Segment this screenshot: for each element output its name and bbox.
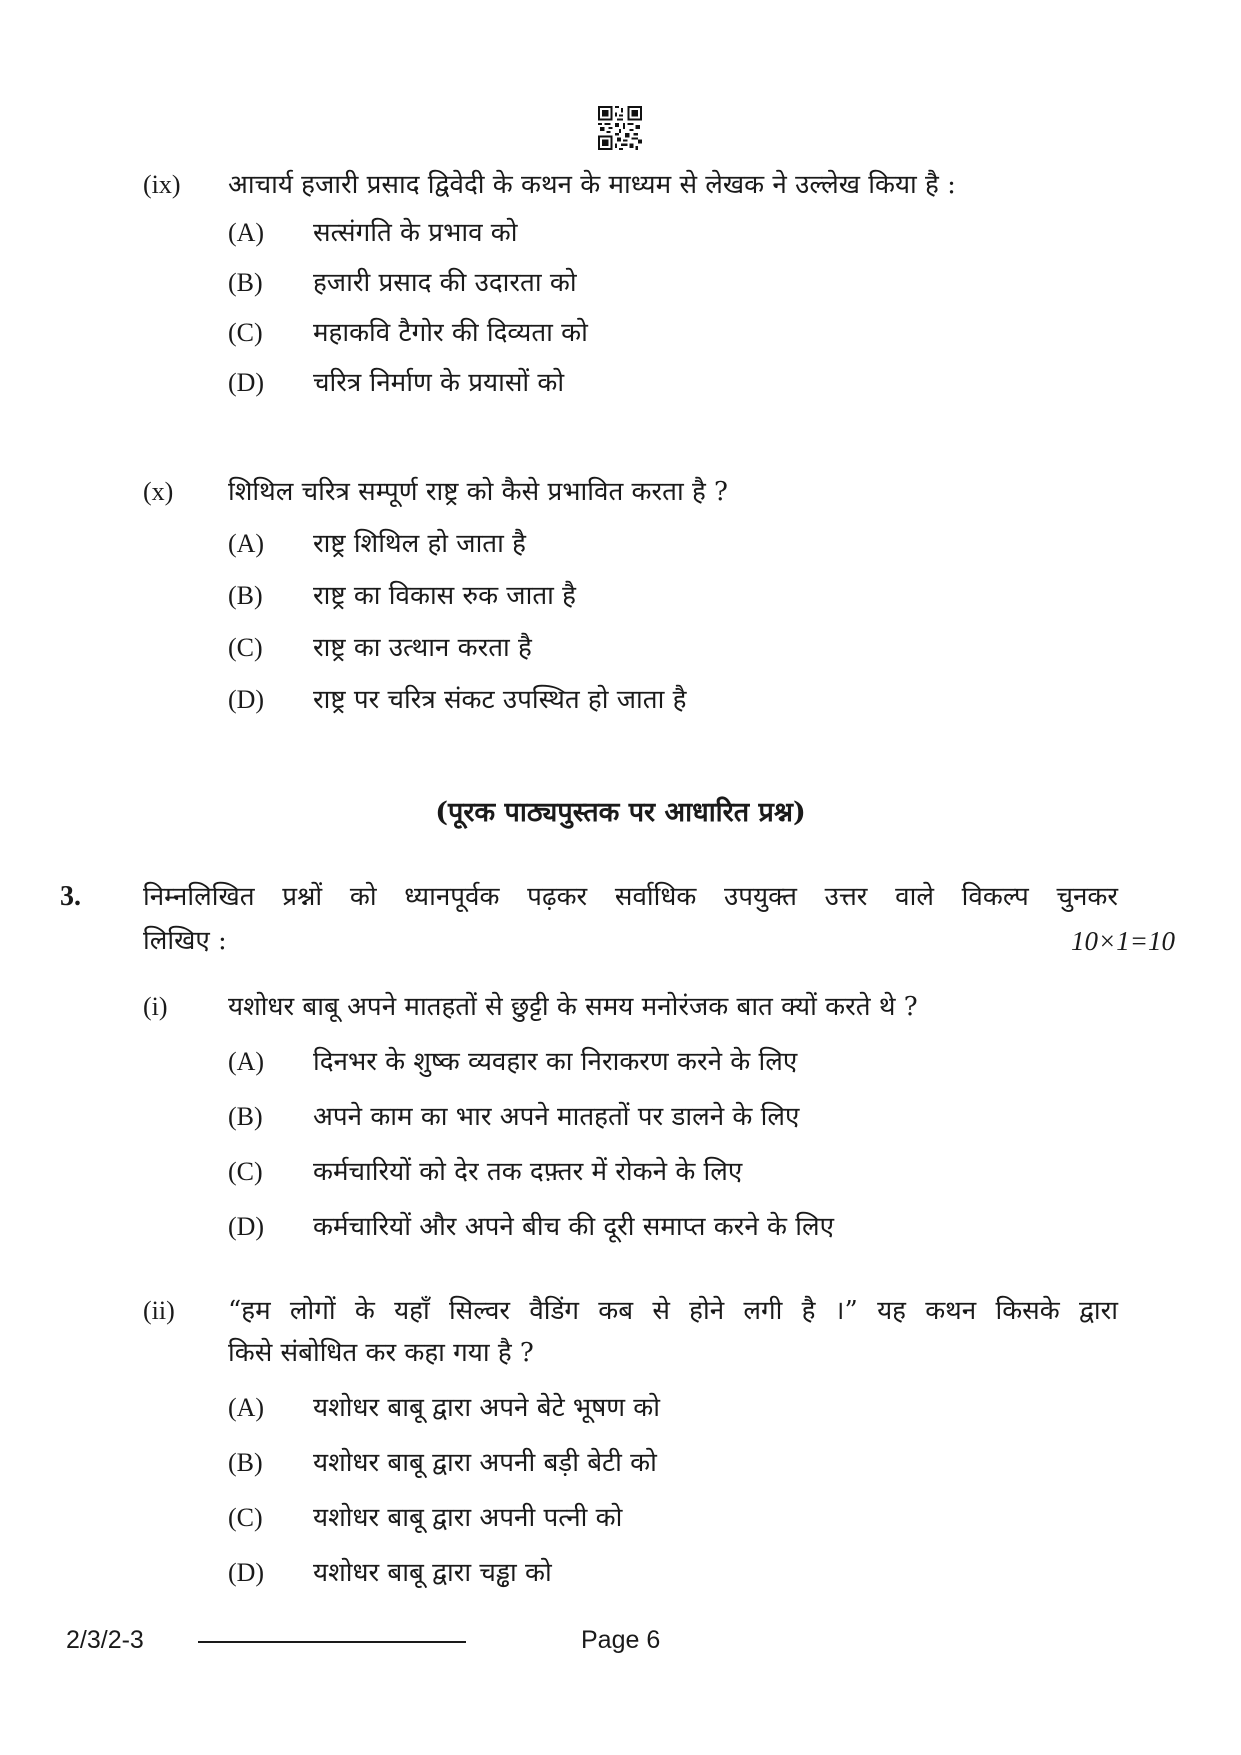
question-text-continued: किसे संबोधित कर कहा गया है ? (228, 1338, 534, 1368)
option-text: हजारी प्रसाद की उदारता को (313, 268, 577, 298)
option-text: कर्मचारियों को देर तक दफ़्तर में रोकने के लिए (313, 1157, 743, 1187)
option-label: (C) (228, 633, 263, 662)
question-text: यशोधर बाबू अपने मातहतों से छुट्टी के समय मनोरंजक बात क्यों करते थे ? (228, 992, 918, 1022)
question-text: “हम लोगों के यहाँ सिल्वर वैडिंग कब से होने लगी है ।” यह कथन किसके द्वारा (228, 1296, 1118, 1326)
option-label: (C) (228, 1157, 263, 1186)
option-label: (B) (228, 1102, 263, 1131)
option-label: (A) (228, 1393, 265, 1422)
question-number: 3. (60, 881, 81, 912)
question-text: आचार्य हजारी प्रसाद द्विवेदी के कथन के माध्यम से लेखक ने उल्लेख किया है : (228, 170, 956, 200)
option-text: अपने काम का भार अपने मातहतों पर डालने के लिए (313, 1102, 800, 1132)
option-label: (B) (228, 1448, 263, 1477)
qr-code-icon (598, 106, 642, 150)
option-text: राष्ट्र का उत्थान करता है (313, 633, 532, 663)
marks: 10×1=10 (1071, 926, 1175, 956)
question-number: (i) (143, 992, 168, 1021)
option-label: (D) (228, 685, 265, 714)
page-number: Page 6 (581, 1626, 661, 1654)
option-text: यशोधर बाबू द्वारा अपनी बड़ी बेटी को (313, 1448, 657, 1478)
question-number: (ii) (143, 1296, 175, 1325)
option-text: राष्ट्र का विकास रुक जाता है (313, 581, 576, 611)
question-number: (x) (143, 477, 174, 506)
option-text: दिनभर के शुष्क व्यवहार का निराकरण करने के लिए (313, 1047, 798, 1077)
section-heading: (पूरक पाठ्यपुस्तक पर आधारित प्रश्न) (435, 797, 806, 828)
question-text: शिथिल चरित्र सम्पूर्ण राष्ट्र को कैसे प्रभावित करता है ? (228, 477, 728, 507)
option-label: (B) (228, 581, 263, 610)
option-text: यशोधर बाबू द्वारा चड्ढा को (313, 1558, 552, 1588)
option-label: (A) (228, 1047, 265, 1076)
option-text: राष्ट्र शिथिल हो जाता है (313, 529, 526, 559)
option-label: (C) (228, 1503, 263, 1532)
option-text: राष्ट्र पर चरित्र संकट उपस्थित हो जाता है (313, 685, 687, 715)
option-text: चरित्र निर्माण के प्रयासों को (313, 368, 565, 398)
option-label: (C) (228, 318, 263, 347)
option-text: कर्मचारियों और अपने बीच की दूरी समाप्त करने के लिए (313, 1212, 835, 1242)
footer-divider (198, 1641, 466, 1643)
option-label: (B) (228, 268, 263, 297)
option-label: (D) (228, 1558, 265, 1587)
paper-code: 2/3/2-3 (66, 1626, 144, 1654)
question-text: निम्नलिखित प्रश्नों को ध्यानपूर्वक पढ़कर सर्वाधिक उपयुक्त उत्तर वाले विकल्प चुनकर (143, 882, 1118, 912)
option-text: यशोधर बाबू द्वारा अपने बेटे भूषण को (313, 1393, 661, 1423)
question-text-continued: लिखिए : (143, 926, 227, 956)
option-label: (A) (228, 218, 265, 247)
option-label: (A) (228, 529, 265, 558)
option-text: महाकवि टैगोर की दिव्यता को (313, 318, 588, 348)
option-text: यशोधर बाबू द्वारा अपनी पत्नी को (313, 1503, 623, 1533)
question-number: (ix) (143, 170, 181, 199)
option-label: (D) (228, 368, 265, 397)
option-label: (D) (228, 1212, 265, 1241)
option-text: सत्संगति के प्रभाव को (313, 218, 518, 248)
